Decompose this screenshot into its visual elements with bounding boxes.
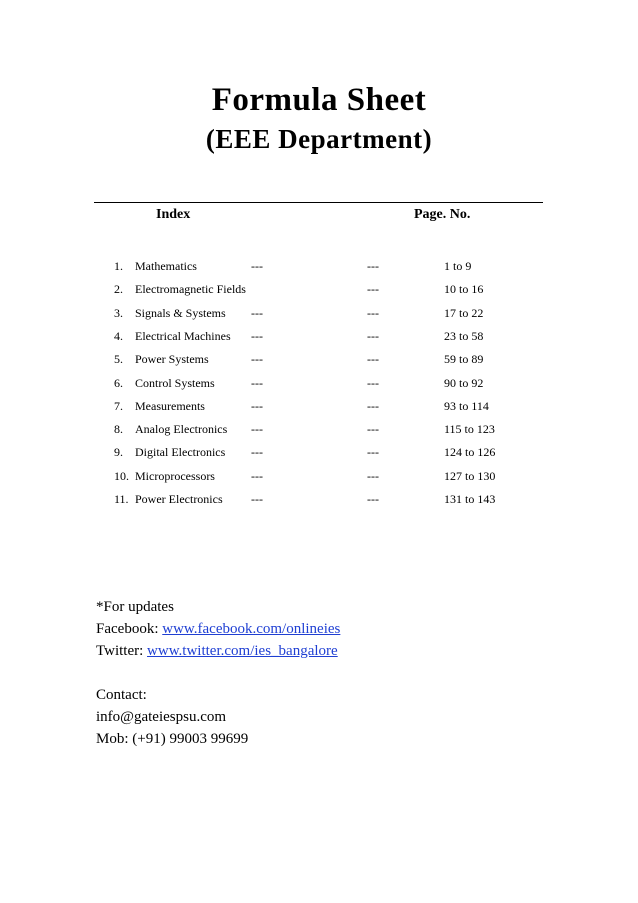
row-leader: --- <box>367 259 379 273</box>
table-row <box>0 399 638 419</box>
table-row <box>0 445 638 465</box>
contact-info <box>96 596 340 750</box>
row-subject: Control Systems <box>135 375 215 390</box>
row-pages: 124 to 126 <box>444 445 496 460</box>
table-row <box>0 329 638 349</box>
row-leader: --- <box>251 492 263 506</box>
row-subject: Analog Electronics <box>135 422 228 437</box>
row-pages: 17 to 22 <box>444 305 484 320</box>
row-leader: --- <box>367 445 379 460</box>
table-row <box>0 422 638 442</box>
row-subject: Microprocessors <box>135 468 215 483</box>
row-leader: --- <box>251 352 263 367</box>
table-row <box>0 282 638 302</box>
spacer <box>96 662 340 684</box>
contact-heading: Contact: <box>96 687 147 703</box>
row-subject: Power Systems <box>135 352 209 367</box>
row-leader: --- <box>367 352 379 367</box>
facebook-link[interactable]: www.facebook.com/onlineies <box>162 621 341 637</box>
row-pages: 10 to 16 <box>444 282 484 297</box>
row-number: 5. <box>114 352 123 367</box>
row-pages: 23 to 58 <box>444 328 484 343</box>
row-leader: --- <box>367 305 379 320</box>
updates-heading: *For updates <box>96 599 174 615</box>
row-leader: --- <box>251 259 263 273</box>
row-subject: Electromagnetic Fields <box>135 282 246 297</box>
row-leader: --- <box>251 445 263 460</box>
row-subject: Mathematics <box>135 259 197 273</box>
row-leader: --- <box>251 398 263 413</box>
row-number: 7. <box>114 398 123 413</box>
row-subject: Measurements <box>135 398 205 413</box>
row-leader: --- <box>367 328 379 343</box>
row-leader: --- <box>367 398 379 413</box>
row-number: 6. <box>114 375 123 390</box>
row-number: 11. <box>114 492 129 506</box>
row-number: 10. <box>114 468 129 483</box>
row-number: 4. <box>114 328 123 343</box>
page-subtitle: (EEE Department) <box>205 124 433 154</box>
row-pages: 127 to 130 <box>444 468 496 483</box>
twitter-line <box>96 640 340 662</box>
table-row <box>0 492 638 512</box>
row-number: 1. <box>114 259 123 273</box>
row-pages: 93 to 114 <box>444 398 489 413</box>
row-subject: Electrical Machines <box>135 328 231 343</box>
table-row <box>0 259 638 279</box>
row-number: 2. <box>114 282 123 297</box>
mobile-text: Mob: (+91) 99003 99699 <box>96 731 249 747</box>
row-subject: Signals & Systems <box>135 305 226 320</box>
row-leader: --- <box>367 375 379 390</box>
row-subject: Digital Electronics <box>135 445 226 460</box>
row-pages: 115 to 123 <box>444 422 495 437</box>
row-leader: --- <box>367 422 379 437</box>
row-pages: 131 to 143 <box>444 492 496 506</box>
row-leader: --- <box>367 468 379 483</box>
table-row <box>0 352 638 372</box>
table-row <box>0 306 638 326</box>
row-pages: 1 to 9 <box>444 259 472 273</box>
row-number: 8. <box>114 422 123 437</box>
row-leader: --- <box>251 305 263 320</box>
row-leader: --- <box>367 492 379 506</box>
table-row <box>0 469 638 489</box>
row-pages: 90 to 92 <box>444 375 484 390</box>
email-text: info@gateiespsu.com <box>96 709 227 725</box>
twitter-link[interactable]: www.twitter.com/ies_bangalore <box>147 643 338 659</box>
row-leader: --- <box>251 375 263 390</box>
row-number: 9. <box>114 445 123 460</box>
header-divider <box>94 202 543 203</box>
twitter-label: Twitter: <box>96 643 148 659</box>
facebook-label: Facebook: <box>96 621 163 637</box>
table-row <box>0 376 638 396</box>
row-leader: --- <box>251 328 263 343</box>
page-column-header: Page. No. <box>414 207 471 222</box>
index-column-header: Index <box>156 207 191 222</box>
page-title: Formula Sheet <box>211 82 427 118</box>
row-subject: Power Electronics <box>135 492 223 506</box>
row-number: 3. <box>114 305 123 320</box>
row-leader: --- <box>251 468 263 483</box>
facebook-line <box>96 618 340 640</box>
row-leader: --- <box>251 422 263 437</box>
row-leader: --- <box>367 282 379 297</box>
row-pages: 59 to 89 <box>444 352 484 367</box>
